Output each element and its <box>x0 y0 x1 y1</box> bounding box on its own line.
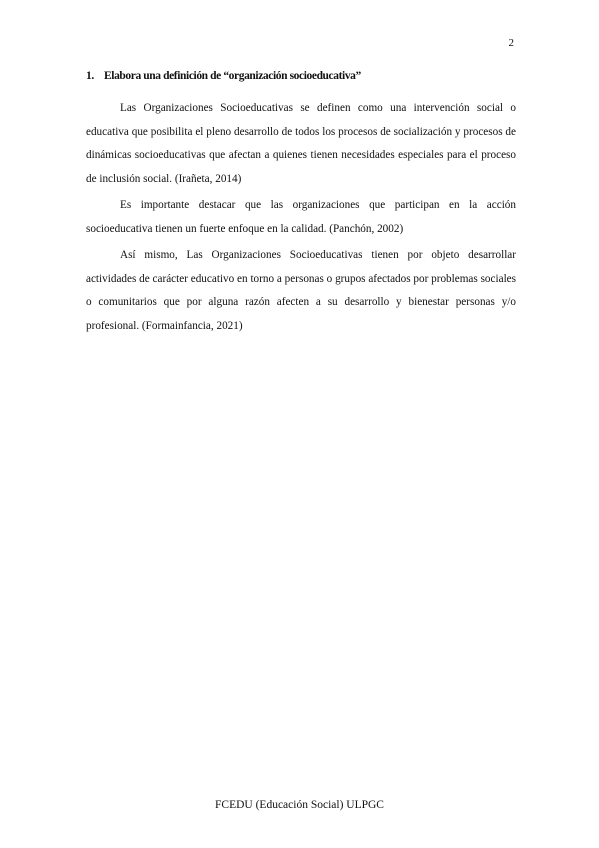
page-number: 2 <box>508 37 514 49</box>
section-number: 1. <box>86 70 94 82</box>
section-heading <box>86 70 361 82</box>
paragraph-quality: Es importante destacar que las organizaciones que participan en la acción socioeducativa tienen un fuerte enfoque en la calidad. (Panchón, 2002) <box>86 199 516 235</box>
paragraph-objective: Así mismo, Las Organizaciones Socioeducativas tienen por objeto desarrollar actividades de carácter educativo en torno a personas o grupos afectados por problemas sociales o comunitarios que por alguna razón afecten a su desarrollo y bienestar personas y/o profesional. (Formainfancia, 2021) <box>86 249 516 332</box>
paragraph-definition: Las Organizaciones Socioeducativas se definen como una intervención social o educativa que posibilita el pleno desarrollo de todos los procesos de socialización y procesos de dinámicas socioeducativas que afectan a quienes tienen necesidades especiales para el proceso de inclusión social. (Irañeta, 2014) <box>86 102 516 185</box>
section-title: Elabora una definición de “organización socioeducativa” <box>104 70 361 82</box>
page-footer: FCEDU (Educación Social) ULPGC <box>215 799 384 811</box>
document-body <box>86 97 516 341</box>
